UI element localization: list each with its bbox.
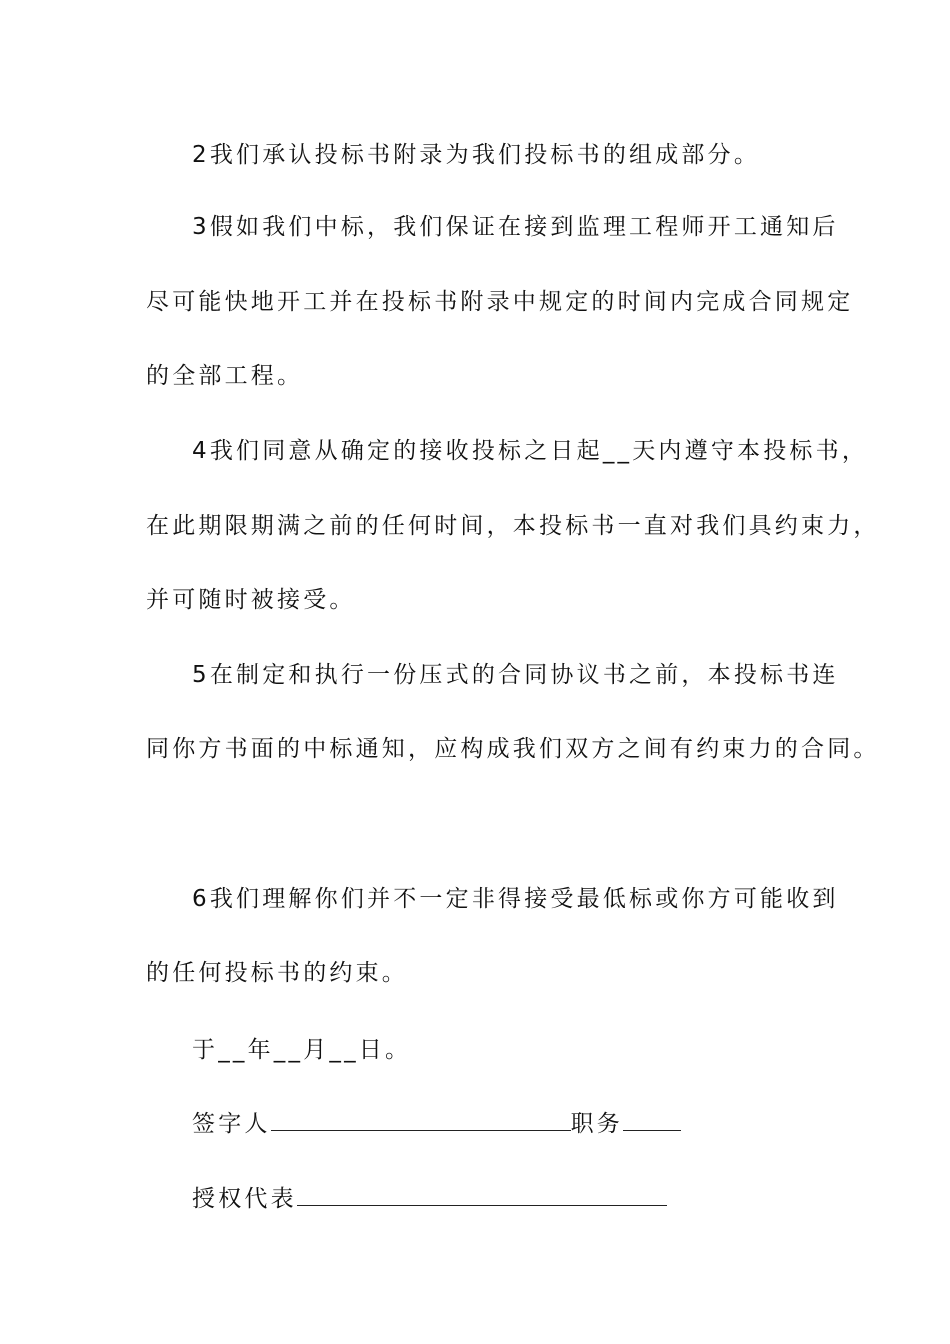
position-label: 职务 — [570, 1111, 624, 1137]
signer-line — [192, 1108, 681, 1139]
date-line: 于__年__月__日。 — [192, 1037, 412, 1063]
paragraph-6-line-1: 6我们理解你们并不一定非得接受最低标或你方可能收到 — [192, 886, 839, 912]
signer-blank — [271, 1108, 571, 1131]
paragraph-2-line-1: 2我们承认投标书附录为我们投标书的组成部分。 — [192, 142, 761, 168]
paragraph-4-line-1: 4我们同意从确定的接收投标之日起__天内遵守本投标书， — [192, 438, 869, 464]
paragraph-3-line-3: 的全部工程。 — [146, 363, 304, 389]
paragraph-6-line-2: 的任何投标书的约束。 — [146, 960, 408, 986]
paragraph-4-line-2: 在此期限期满之前的任何时间，本投标书一直对我们具约束力， — [146, 513, 880, 539]
authorized-label: 授权代表 — [192, 1186, 297, 1212]
position-blank — [623, 1108, 681, 1131]
signer-label: 签字人 — [192, 1111, 271, 1137]
paragraph-3-line-2: 尽可能快地开工并在投标书附录中规定的时间内完成合同规定 — [146, 289, 854, 315]
paragraph-3-line-1: 3假如我们中标，我们保证在接到监理工程师开工通知后 — [192, 214, 839, 240]
paragraph-4-line-3: 并可随时被接受。 — [146, 587, 356, 613]
authorized-line — [192, 1183, 667, 1214]
paragraph-5-line-1: 5在制定和执行一份压式的合同协议书之前，本投标书连 — [192, 662, 839, 688]
authorized-blank — [297, 1183, 667, 1206]
paragraph-5-line-2: 同你方书面的中标通知，应构成我们双方之间有约束力的合同。 — [146, 736, 880, 762]
